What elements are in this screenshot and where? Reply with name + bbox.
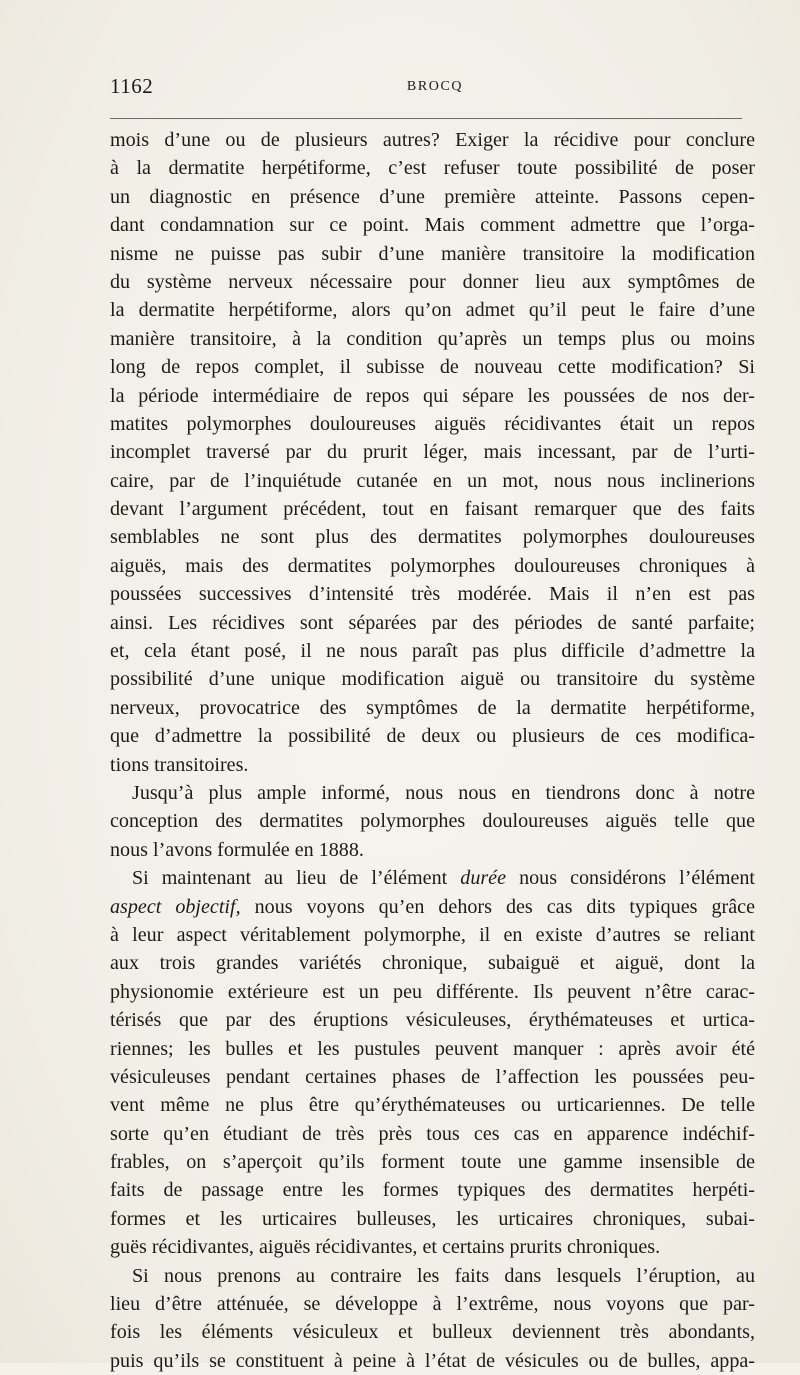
text-line: Si nous prenons au contraire les faits dans lesquels l’éruption, au xyxy=(132,1264,755,1287)
text-line: poussées successives d’intensité très modérée. Mais il n’en est pas xyxy=(110,583,755,606)
text-line: matites polymorphes douloureuses aiguës récidivantes était un repos xyxy=(110,412,755,435)
text-line xyxy=(110,864,755,892)
text-line: à la dermatite herpétiforme, c’est refuser toute possibilité de poser xyxy=(110,157,755,180)
text-line: faits de passage entre les formes typiques des dermatites herpéti- xyxy=(110,1179,755,1202)
text-run: Si maintenant au lieu de l’élément xyxy=(132,867,461,890)
text-line: aux trois grandes variétés chronique, subaiguë et aiguë, dont la xyxy=(110,952,755,975)
text-line: dant condamnation sur ce point. Mais comment admettre que l’orga- xyxy=(110,214,755,237)
text-line: nous l’avons formulée en 1888. xyxy=(110,838,364,861)
text-line: nerveux, provocatrice des symptômes de la dermatite herpétiforme, xyxy=(110,696,755,719)
text-line: incomplet traversé par du prurit léger, mais incessant, par de l’urti- xyxy=(110,441,755,464)
text-line: manière transitoire, à la condition qu’après un temps plus ou moins xyxy=(110,327,755,350)
text-line: devant l’argument précédent, tout en faisant remarquer que des faits xyxy=(110,498,755,521)
text-line: riennes; les bulles et les pustules peuvent manquer : après avoir été xyxy=(110,1037,755,1060)
text-line: long de repos complet, il subisse de nouveau cette modification? Si xyxy=(110,356,755,379)
text-line: lieu d’être atténuée, se développe à l’extrême, nous voyons que par- xyxy=(110,1293,755,1316)
page-number: 1162 xyxy=(110,74,154,98)
italic-term-duree: durée xyxy=(460,867,507,890)
body-text xyxy=(110,126,755,1375)
text-line: vésiculeuses pendant certaines phases de l’affection les poussées peu- xyxy=(110,1065,755,1088)
italic-term-aspect-objectif: aspect objectif, xyxy=(110,895,241,918)
text-line: semblables ne sont plus des dermatites polymorphes douloureuses xyxy=(110,526,755,549)
text-line: un diagnostic en présence d’une première atteinte. Passons cepen- xyxy=(110,185,755,208)
text-line: caire, par de l’inquiétude cutanée en un mot, nous nous inclinerions xyxy=(110,469,755,492)
text-line: puis qu’ils se constituent à peine à l’état de vésicules ou de bulles, appa- xyxy=(110,1349,755,1372)
text-line: ainsi. Les récidives sont séparées par des périodes de santé parfaite; xyxy=(110,611,755,634)
text-line: du système nerveux nécessaire pour donner lieu aux symptômes de xyxy=(110,270,755,293)
text-line: formes et les urticaires bulleuses, les urticaires chroniques, subai- xyxy=(110,1207,755,1230)
text-line: physionomie extérieure est un peu différente. Ils peuvent n’être carac- xyxy=(110,980,755,1003)
text-line: Jusqu’à plus ample informé, nous nous en tiendrons donc à notre xyxy=(132,781,755,804)
text-line: vent même ne plus être qu’érythémateuses ou urticariennes. De telle xyxy=(110,1094,755,1117)
text-line: guës récidivantes, aiguës récidivantes, et certains prurits chroniques. xyxy=(110,1236,661,1259)
text-run: nous voyons qu’en dehors des cas dits typiques grâce xyxy=(240,895,755,918)
text-line: à leur aspect véritablement polymorphe, il en existe d’autres se reliant xyxy=(110,923,755,946)
text-line: la période intermédiaire de repos qui sépare les poussées de nos der- xyxy=(110,384,755,407)
text-line: la dermatite herpétiforme, alors qu’on admet qu’il peut le faire d’une xyxy=(110,299,755,322)
page-header xyxy=(110,74,742,104)
text-line: conception des dermatites polymorphes douloureuses aiguës telle que xyxy=(110,810,755,833)
text-line: possibilité d’une unique modification aiguë ou transitoire du système xyxy=(110,668,755,691)
text-line: fois les éléments vésiculeux et bulleux deviennent très abondants, xyxy=(110,1321,755,1344)
running-head: BROCQ xyxy=(406,79,464,94)
text-line: et, cela étant posé, il ne nous paraît pas plus difficile d’admettre la xyxy=(110,640,755,663)
header-rule xyxy=(110,118,742,119)
text-line: nisme ne puisse pas subir d’une manière transitoire la modification xyxy=(110,242,755,265)
text-line: térisés que par des éruptions vésiculeuses, érythémateuses et urtica- xyxy=(110,1009,755,1032)
text-line: tions transitoires. xyxy=(110,753,249,776)
text-line: aiguës, mais des dermatites polymorphes douloureuses chroniques à xyxy=(110,554,755,577)
text-line: frables, on s’aperçoit qu’ils forment toute une gamme insensible de xyxy=(110,1151,755,1174)
text-line: mois d’une ou de plusieurs autres? Exiger la récidive pour conclure xyxy=(110,129,755,151)
text-line xyxy=(110,893,755,921)
text-line: que d’admettre la possibilité de deux ou plusieurs de ces modifica- xyxy=(110,725,755,748)
text-line: sorte qu’en étudiant de très près tous ces cas en apparence indéchif- xyxy=(110,1122,755,1145)
text-run: nous considérons l’élément xyxy=(506,867,755,890)
